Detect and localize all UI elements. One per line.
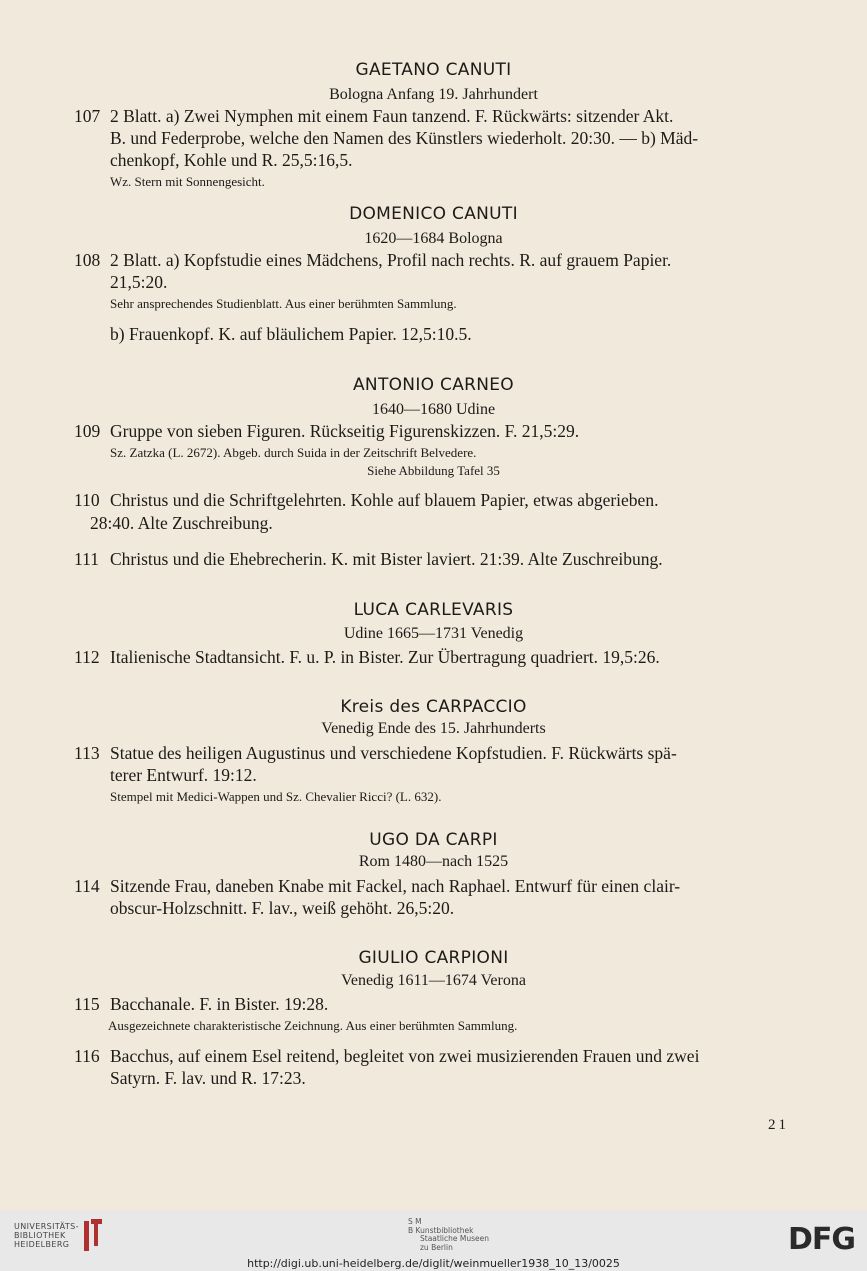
page-number: 21 (768, 1117, 789, 1133)
logo-line: HEIDELBERG (14, 1240, 70, 1249)
entry-text: Bacchanale. F. in Bister. 19:28. (110, 994, 329, 1014)
artist-heading: UGO DA CARPI (369, 830, 498, 850)
logo-line: BIBLIOTHEK (14, 1231, 66, 1240)
entry-number: 107 (74, 106, 101, 126)
logo-line: UNIVERSITÄTS- (14, 1222, 79, 1231)
entry-text: Christus und die Schriftgelehrten. Kohle auf blauem Papier, etwas abgerieben. (110, 490, 659, 510)
dfg-logo[interactable]: DFG (787, 1222, 855, 1257)
entry-text: 21,5:20. (110, 272, 168, 292)
artist-subheading: Rom 1480—nach 1525 (358, 853, 509, 870)
entry-text: b) Frauenkopf. K. auf bläulichem Papier. 12,5:10.5. (110, 324, 472, 344)
artist-heading: Kreis des CARPACCIO (340, 697, 527, 717)
source-url-link[interactable]: http://digi.ub.uni-heidelberg.de/diglit/weinmueller1938_10_13/0025 (247, 1257, 620, 1270)
museum-line: Staatliche Museen (420, 1234, 489, 1243)
artist-subheading: 1620—1684 Bologna (364, 230, 503, 247)
artist-heading: GIULIO CARPIONI (358, 948, 509, 968)
entry-number: 113 (74, 743, 100, 763)
entry-number: 114 (74, 876, 100, 896)
entry-number: 109 (74, 421, 101, 441)
entry-text: Sitzende Frau, daneben Knabe mit Fackel, nach Raphael. Entwurf für einen clair- (110, 876, 681, 896)
entry-number: 112 (74, 647, 100, 667)
entry-text: 2 Blatt. a) Zwei Nymphen mit einem Faun tanzend. F. Rückwärts: sitzender Akt. (110, 106, 674, 126)
artist-heading: LUCA CARLEVARIS (353, 600, 514, 620)
artist-heading: GAETANO CANUTI (355, 60, 512, 80)
entry-note: Siehe Abbildung Tafel 35 (367, 463, 500, 478)
entry-text: 28:40. Alte Zuschreibung. (90, 513, 273, 533)
artist-heading: ANTONIO CARNEO (353, 375, 514, 395)
entry-number: 108 (74, 250, 101, 270)
museum-line: B Kunstbibliothek (408, 1225, 474, 1235)
entry-text: Satyrn. F. lav. und R. 17:23. (110, 1068, 306, 1088)
entry-text: terer Entwurf. 19:12. (110, 765, 257, 785)
museum-line: zu Berlin (420, 1242, 453, 1252)
university-library-logo-text[interactable] (14, 1222, 79, 1249)
artist-subheading: Bologna Anfang 19. Jahrhundert (329, 86, 538, 103)
entry-text: chenkopf, Kohle und R. 25,5:16,5. (110, 150, 353, 170)
entry-text: Statue des heiligen Augustinus und verschiedene Kopfstudien. F. Rückwärts spä- (110, 743, 677, 763)
entry-text: Italienische Stadtansicht. F. u. P. in Bister. Zur Übertragung quadriert. 19,5:26. (110, 647, 660, 667)
entry-note: Sehr ansprechendes Studienblatt. Aus einer berühmten Sammlung. (110, 296, 457, 311)
entry-text: Christus und die Ehebrecherin. K. mit Bister laviert. 21:39. Alte Zuschreibung. (110, 549, 663, 569)
entry-text: Bacchus, auf einem Esel reitend, begleitet von zwei musizierenden Frauen und zwei (110, 1046, 700, 1066)
entry-note: Stempel mit Medici-Wappen und Sz. Chevalier Ricci? (L. 632). (110, 789, 442, 804)
museum-logo-text[interactable] (408, 1218, 489, 1252)
entry-note: Sz. Zatzka (L. 2672). Abgeb. durch Suida in der Zeitschrift Belvedere. (110, 445, 477, 460)
entry-number: 110 (74, 490, 100, 510)
entry-number: 116 (74, 1046, 100, 1066)
entry-text: obscur-Holzschnitt. F. lav., weiß gehöht. 26,5:20. (110, 898, 455, 918)
artist-heading: DOMENICO CANUTI (349, 204, 518, 224)
entry-note: Ausgezeichnete charakteristische Zeichnung. Aus einer berühmten Sammlung. (108, 1018, 518, 1033)
entry-number: 111 (74, 549, 99, 569)
entry-text: B. und Federprobe, welche den Namen des Künstlers wiederholt. 20:30. — b) Mäd- (110, 128, 699, 148)
artist-subheading: Venedig 1611—1674 Verona (341, 972, 526, 989)
artist-subheading: 1640—1680 Udine (371, 401, 496, 418)
entry-number: 115 (74, 994, 100, 1014)
museum-line: S M (408, 1217, 422, 1226)
entry-text: Gruppe von sieben Figuren. Rückseitig Figurenskizzen. F. 21,5:29. (110, 421, 580, 441)
entry-text: 2 Blatt. a) Kopfstudie eines Mädchens, Profil nach rechts. R. auf grauem Papier. (110, 250, 672, 270)
entry-note: Wz. Stern mit Sonnengesicht. (110, 174, 265, 189)
artist-subheading: Udine 1665—1731 Venedig (343, 625, 524, 642)
university-library-logo-icon[interactable] (82, 1217, 104, 1253)
artist-subheading: Venedig Ende des 15. Jahrhunderts (321, 720, 546, 737)
